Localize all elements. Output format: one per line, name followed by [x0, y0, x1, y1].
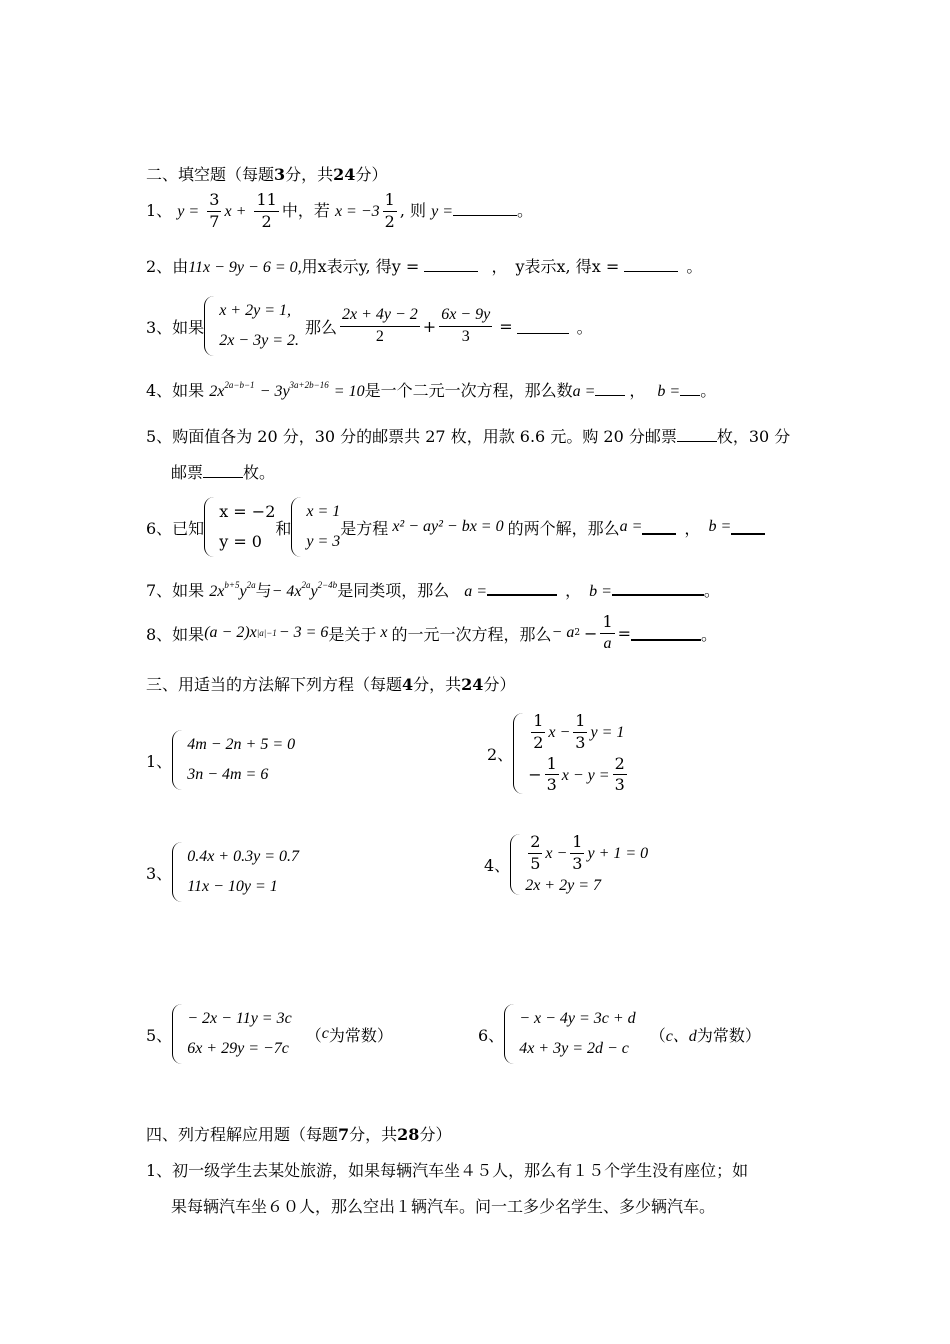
question-2-6: 6、已知 x = −2 y = 0 和 x = 1 y = 3 是方程 x² − ay² − bx = 0 的两个解，那么 a = ， b = — [146, 497, 765, 557]
answer-blank[interactable] — [453, 201, 517, 216]
problem-3-3: 3、 0.4x + 0.3y = 0.7 11x − 10y = 1 — [146, 842, 299, 902]
question-2-1: 1、 y = $\frac{3}{7}$ x + $\frac{11}{2}$ 中，若 x = −3 $\frac{1}{2}$ , 则 y = 。 — [146, 190, 534, 231]
question-2-8: 8、如果 (a − 2)x |a|−1 − 3 = 6 是关于 x 的一元一次方程，那么 − a 2 − $\frac{1}{a}$ = 。 — [146, 612, 718, 652]
question-2-7: 7、如果 $2x^{b+5}y^{2a}$与− $4x^{2a}y^{2-4b}$是同类项，那么 a = ， b = 。 — [146, 580, 720, 600]
word-problem-4-1-line-2: 果每辆汽车坐６０人，那么空出１辆汽车。问一工多少名学生、多少辆汽车。 — [171, 1197, 716, 1216]
problem-3-5: 5、 − 2x − 11y = 3c 6x + 29y = −7c （ c 为常数） — [146, 1004, 393, 1064]
section-4-title: 四、列方程解应用题（每题7分，共28分） — [146, 1125, 452, 1144]
question-2-2: 2、由11x − 9y − 6 = 0,用x表示y, 得y = ， y表示x, 得x = 。 — [146, 257, 703, 276]
answer-blank[interactable] — [677, 427, 717, 442]
question-2-5-cont: 邮票 枚。 — [171, 463, 276, 482]
word-problem-4-1-line-1: 1、初一级学生去某处旅游，如果每辆汽车坐４５人，那么有１５个学生没有座位；如 — [146, 1161, 749, 1180]
answer-blank[interactable] — [731, 519, 765, 535]
equation-system: x + 2y = 1, 2x − 3y = 2. — [204, 296, 299, 356]
question-2-3: 3、如果 x + 2y = 1, 2x − 3y = 2. 那么 $\frac{2x + 4y - 2}{2}$ + $\frac{6x - 9y}{3}$ = 。 — [146, 296, 593, 356]
question-2-5: 5、购面值各为 20 分，30 分的邮票共 27 枚，用款 6.6 元。购 20 分邮票 枚，30 分 — [146, 427, 791, 446]
solution-1: x = −2 y = 0 — [204, 497, 275, 557]
answer-blank[interactable] — [487, 580, 557, 596]
answer-blank[interactable] — [631, 625, 701, 641]
solution-2: x = 1 y = 3 — [291, 497, 340, 557]
problem-3-4: 4、 $\frac{2}{5}$ x − $\frac{1}{3}$ y + 1 = 0 2x + 2y = 7 — [484, 832, 649, 894]
answer-blank[interactable] — [424, 257, 478, 272]
answer-blank[interactable] — [624, 257, 678, 272]
answer-blank[interactable] — [612, 580, 704, 596]
problem-3-6: 6、 − x − 4y = 3c + d 4x + 3y = 2d − c （ c、d 为常数） — [478, 1004, 761, 1064]
section-2-title: 二、填空题（每题3分，共24分） — [146, 165, 388, 184]
answer-blank[interactable] — [517, 319, 569, 334]
answer-blank[interactable] — [595, 381, 625, 396]
section-3-title: 三、用适当的方法解下列方程（每题4分，共24分） — [146, 675, 516, 694]
answer-blank[interactable] — [642, 519, 676, 535]
question-2-4: 4、如果 $2x^{2a-b-1} - 3y^{3a+2b-16} = 10$是一个二元一次方程，那么数a = ， b = 。 — [146, 380, 717, 400]
answer-blank[interactable] — [680, 381, 700, 396]
problem-3-1: 1、 4m − 2n + 5 = 0 3n − 4m = 6 — [146, 730, 295, 790]
problem-3-2: 2、 $\frac{1}{2}$ x − $\frac{1}{3}$ y = 1 − $\frac{1}{3}$ x − y = $\frac{2}{3}$ — [487, 711, 625, 795]
answer-blank[interactable] — [203, 463, 243, 478]
